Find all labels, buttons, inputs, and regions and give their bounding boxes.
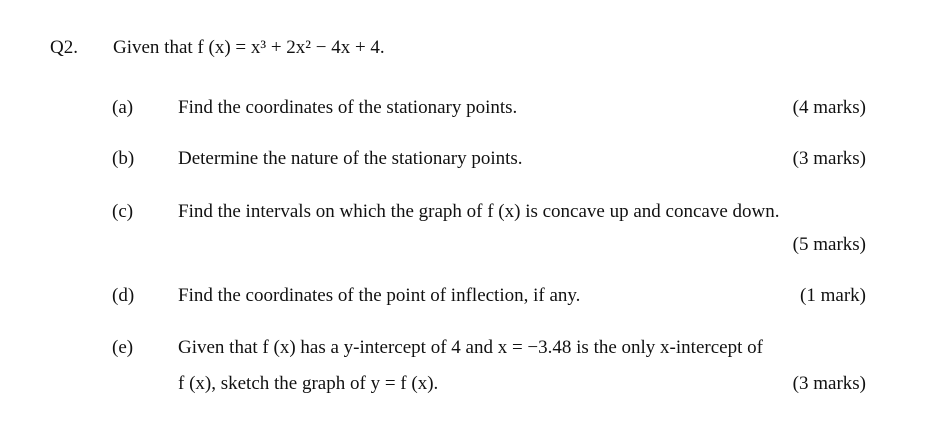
part-marks-e: (3 marks)	[792, 373, 866, 394]
question-stem: Given that f (x) = x³ + 2x² − 4x + 4.	[113, 37, 385, 58]
part-marks-c: (5 marks)	[792, 234, 866, 255]
part-label-a: (a)	[112, 97, 134, 118]
part-label-b: (b)	[112, 148, 135, 169]
part-label-d: (d)	[112, 285, 135, 306]
part-marks-a: (4 marks)	[792, 97, 866, 118]
part-label-e: (e)	[112, 337, 134, 358]
part-marks-d: (1 mark)	[800, 285, 866, 306]
part-text-d: Find the coordinates of the point of inflection, if any.	[178, 285, 581, 306]
part-label-c: (c)	[112, 201, 134, 222]
question-number: Q2.	[50, 37, 78, 58]
part-text-e-line2: f (x), sketch the graph of y = f (x).	[178, 373, 439, 394]
part-text-b: Determine the nature of the stationary points.	[178, 148, 523, 169]
part-text-a: Find the coordinates of the stationary points.	[178, 97, 518, 118]
part-text-c: Find the intervals on which the graph of f (x) is concave up and concave down.	[178, 201, 780, 222]
part-text-e-line1: Given that f (x) has a y-intercept of 4 and x = −3.48 is the only x-intercept of	[178, 337, 763, 358]
part-marks-b: (3 marks)	[792, 148, 866, 169]
